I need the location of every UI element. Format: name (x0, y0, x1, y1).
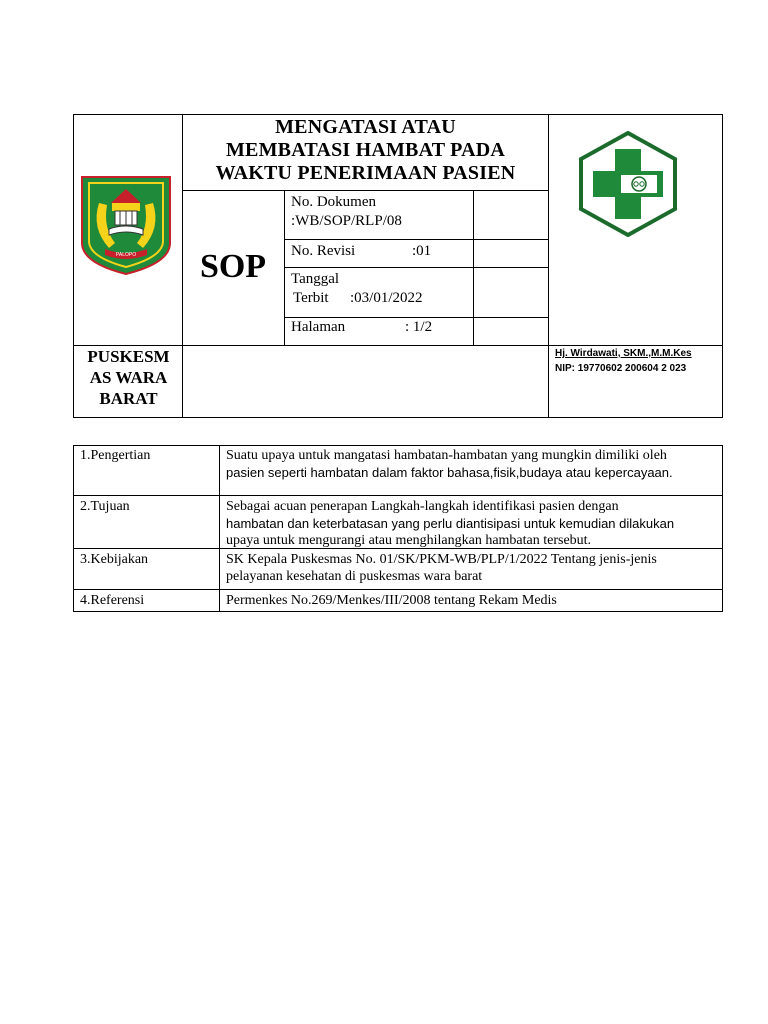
header-border-right (722, 114, 723, 418)
signer-name: Hj. Wirdawati, SKM.,M.M.Kes (555, 348, 692, 359)
content-row-line-1 (73, 495, 723, 496)
signer-nip: NIP: 19770602 200604 2 023 (555, 363, 687, 374)
header-border-left (73, 114, 74, 418)
org-line: PUSKESM (87, 347, 170, 366)
content-border-left (73, 445, 74, 612)
header-border-top (73, 114, 723, 115)
content-border-right (722, 445, 723, 612)
sop-label: SOP (199, 248, 267, 285)
text-line: SK Kepala Puskesmas No. 01/SK/PKM-WB/PLP/1/2022 Tentang jenis-jenis (226, 552, 657, 567)
section-text-pengertian (226, 447, 714, 481)
section-label-kebijakan: 3.Kebijakan (80, 552, 149, 567)
section-text-referensi (226, 592, 714, 609)
no-revisi-value: :01 (412, 243, 432, 259)
terbit-value: :03/01/2022 (350, 290, 423, 306)
text-line: pelayanan kesehatan di puskesmas wara barat (226, 569, 483, 584)
section-label-pengertian: 1.Pengertian (80, 448, 151, 463)
field-inner-divider (473, 190, 474, 346)
no-dokumen-value: :WB/SOP/RLP/08 (291, 213, 402, 229)
svg-text:PALOPO: PALOPO (115, 252, 137, 258)
content-border-bottom (73, 611, 723, 612)
content-divider (219, 445, 220, 612)
org-line: BARAT (99, 389, 158, 408)
content-row-line-3 (73, 589, 723, 590)
no-dokumen-label: No. Dokumen (291, 194, 376, 210)
regional-emblem-icon (79, 173, 173, 276)
title-line: WAKTU PENERIMAAN PASIEN (215, 162, 516, 184)
tanggal-label: Tanggal (291, 271, 340, 287)
no-revisi-label: No. Revisi (291, 243, 356, 259)
section-text-tujuan (226, 498, 714, 549)
text-line: pasien seperti hambatan dalam faktor bahasa,fisik,budaya atau kepercayaan. (226, 465, 673, 480)
section-text-kebijakan (226, 551, 714, 585)
section-label-tujuan: 2.Tujuan (80, 499, 130, 514)
section-label-referensi: 4.Referensi (80, 593, 145, 608)
halaman-value: : 1/2 (405, 319, 433, 335)
header-border-bottom (73, 417, 723, 418)
text-line: upaya untuk mengurangi atau menghilangkan hambatan tersebut. (226, 533, 592, 548)
content-border-top (73, 445, 723, 446)
sop-divider (284, 190, 285, 346)
halaman-label: Halaman (291, 319, 346, 335)
text-line: Permenkes No.269/Menkes/III/2008 tentang Rekam Medis (226, 593, 557, 608)
title-bottom-line (182, 190, 549, 191)
header-divider-right (548, 114, 549, 418)
organization-name (75, 346, 182, 409)
field-line-1 (284, 239, 549, 240)
document-title (183, 116, 548, 185)
text-line: hambatan dan keterbatasan yang perlu diantisipasi untuk kemudian dilakukan (226, 516, 675, 531)
field-line-2 (284, 267, 549, 268)
text-line: Sebagai acuan penerapan Langkah-langkah identifikasi pasien dengan (226, 499, 619, 514)
terbit-label: Terbit (293, 290, 329, 306)
title-line: MEMBATASI HAMBAT PADA (225, 139, 505, 161)
title-line: MENGATASI ATAU (275, 116, 456, 138)
text-line: Suatu upaya untuk mangatasi hambatan-hambatan yang mungkin dimiliki oleh (226, 448, 667, 463)
org-line: AS WARA (89, 368, 168, 387)
green-cross-hexagon-icon (575, 131, 681, 237)
